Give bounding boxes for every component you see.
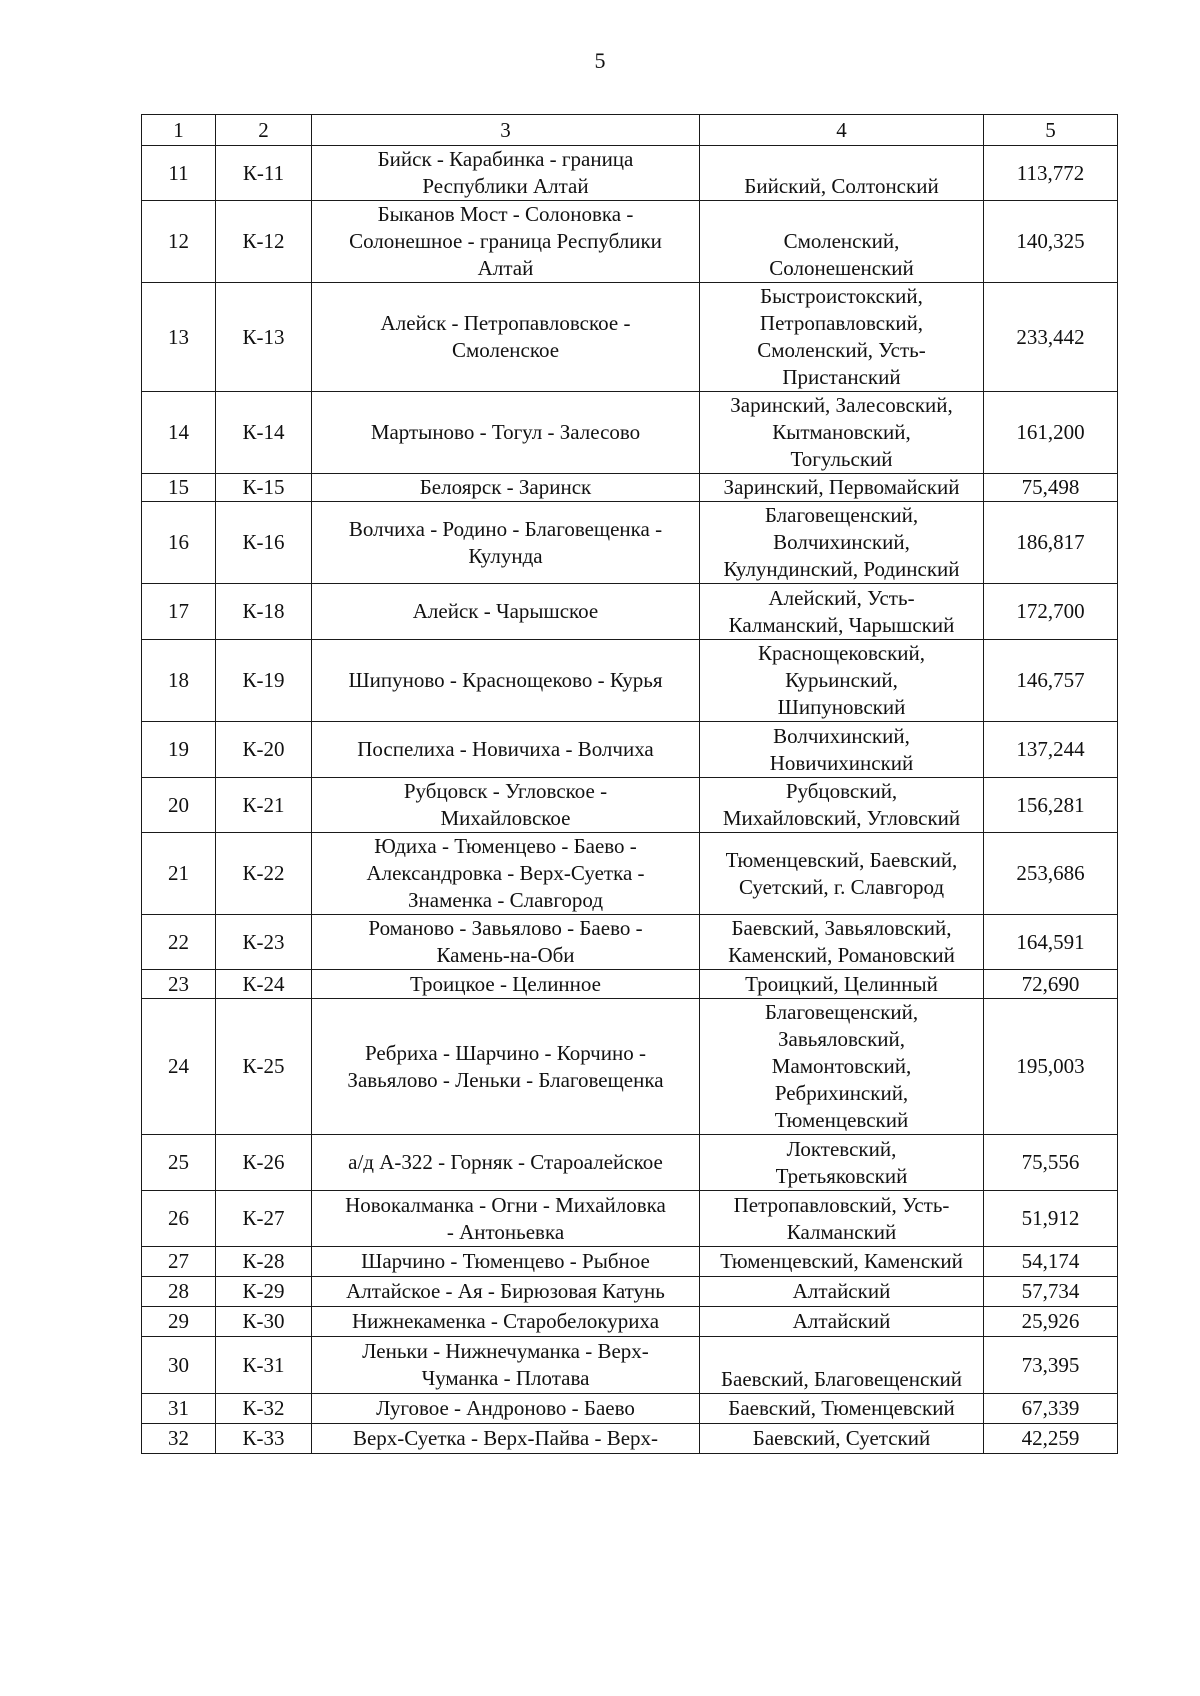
districts-cell: Благовещенский, Завьяловский, Мамонтовский, Ребрихинский, Тюменцевский <box>700 999 984 1135</box>
districts-cell: Тюменцевский, Каменский <box>700 1247 984 1277</box>
header-row <box>142 115 1118 146</box>
row-number-cell: 20 <box>142 778 216 833</box>
districts-cell: Тюменцевский, Баевский, Суетский, г. Славгород <box>700 833 984 915</box>
length-cell: 161,200 <box>984 392 1118 474</box>
districts-cell: Смоленский, Солонешенский <box>700 201 984 283</box>
route-cell: Алтайское - Ая - Бирюзовая Катунь <box>312 1277 700 1307</box>
length-cell: 137,244 <box>984 722 1118 778</box>
route-cell: Луговое - Андроново - Баево <box>312 1394 700 1424</box>
row-number-cell: 11 <box>142 146 216 201</box>
road-code-cell: К-30 <box>216 1307 312 1337</box>
length-cell: 172,700 <box>984 584 1118 640</box>
route-cell: Алейск - Чарышское <box>312 584 700 640</box>
table-row <box>142 474 1118 502</box>
table-row <box>142 1247 1118 1277</box>
table-row <box>142 584 1118 640</box>
road-code-cell: К-11 <box>216 146 312 201</box>
road-code-cell: К-24 <box>216 970 312 999</box>
table-row <box>142 502 1118 584</box>
row-number-cell: 21 <box>142 833 216 915</box>
route-cell: Мартыново - Тогул - Залесово <box>312 392 700 474</box>
table-row <box>142 778 1118 833</box>
row-number-cell: 26 <box>142 1191 216 1247</box>
road-code-cell: К-18 <box>216 584 312 640</box>
row-number-cell: 32 <box>142 1424 216 1454</box>
road-code-cell: К-22 <box>216 833 312 915</box>
row-number-cell: 31 <box>142 1394 216 1424</box>
length-cell: 42,259 <box>984 1424 1118 1454</box>
road-code-cell: К-21 <box>216 778 312 833</box>
table-row <box>142 833 1118 915</box>
districts-cell: Краснощековский, Курьинский, Шипуновский <box>700 640 984 722</box>
route-cell: Романово - Завьялово - Баево - Камень-на-Оби <box>312 915 700 970</box>
row-number-cell: 23 <box>142 970 216 999</box>
route-cell: Алейск - Петропавловское - Смоленское <box>312 283 700 392</box>
length-cell: 233,442 <box>984 283 1118 392</box>
road-code-cell: К-31 <box>216 1337 312 1394</box>
length-cell: 186,817 <box>984 502 1118 584</box>
header-cell-4: 4 <box>700 115 984 146</box>
districts-cell: Быстроистокский, Петропавловский, Смоленский, Усть- Пристанский <box>700 283 984 392</box>
districts-cell: Баевский, Тюменцевский <box>700 1394 984 1424</box>
route-cell: а/д А-322 - Горняк - Староалейское <box>312 1135 700 1191</box>
districts-cell: Волчихинский, Новичихинский <box>700 722 984 778</box>
route-cell: Волчиха - Родино - Благовещенка - Кулунда <box>312 502 700 584</box>
road-code-cell: К-19 <box>216 640 312 722</box>
districts-cell: Баевский, Суетский <box>700 1424 984 1454</box>
length-cell: 25,926 <box>984 1307 1118 1337</box>
table-row <box>142 1307 1118 1337</box>
road-code-cell: К-12 <box>216 201 312 283</box>
districts-cell: Бийский, Солтонский <box>700 146 984 201</box>
length-cell: 73,395 <box>984 1337 1118 1394</box>
route-cell: Троицкое - Целинное <box>312 970 700 999</box>
table-row <box>142 1191 1118 1247</box>
row-number-cell: 15 <box>142 474 216 502</box>
table-row <box>142 283 1118 392</box>
districts-cell: Алейский, Усть- Калманский, Чарышский <box>700 584 984 640</box>
districts-cell: Баевский, Благовещенский <box>700 1337 984 1394</box>
length-cell: 146,757 <box>984 640 1118 722</box>
districts-cell: Петропавловский, Усть- Калманский <box>700 1191 984 1247</box>
table-row <box>142 201 1118 283</box>
table-row <box>142 999 1118 1135</box>
route-cell: Верх-Суетка - Верх-Пайва - Верх- <box>312 1424 700 1454</box>
row-number-cell: 13 <box>142 283 216 392</box>
row-number-cell: 30 <box>142 1337 216 1394</box>
length-cell: 54,174 <box>984 1247 1118 1277</box>
road-code-cell: К-14 <box>216 392 312 474</box>
route-cell: Быканов Мост - Солоновка - Солонешное - граница Республики Алтай <box>312 201 700 283</box>
table-row <box>142 1337 1118 1394</box>
route-cell: Нижнекаменка - Старобелокуриха <box>312 1307 700 1337</box>
length-cell: 140,325 <box>984 201 1118 283</box>
row-number-cell: 14 <box>142 392 216 474</box>
table-body <box>142 115 1118 1454</box>
length-cell: 195,003 <box>984 999 1118 1135</box>
districts-cell: Рубцовский, Михайловский, Угловский <box>700 778 984 833</box>
districts-cell: Алтайский <box>700 1307 984 1337</box>
route-cell: Ребриха - Шарчино - Корчино - Завьялово - Леньки - Благовещенка <box>312 999 700 1135</box>
row-number-cell: 17 <box>142 584 216 640</box>
road-code-cell: К-27 <box>216 1191 312 1247</box>
length-cell: 75,556 <box>984 1135 1118 1191</box>
header-cell-1: 1 <box>142 115 216 146</box>
row-number-cell: 27 <box>142 1247 216 1277</box>
table-row <box>142 1277 1118 1307</box>
row-number-cell: 16 <box>142 502 216 584</box>
route-cell: Леньки - Нижнечуманка - Верх- Чуманка - Плотава <box>312 1337 700 1394</box>
length-cell: 72,690 <box>984 970 1118 999</box>
route-cell: Рубцовск - Угловское - Михайловское <box>312 778 700 833</box>
road-code-cell: К-16 <box>216 502 312 584</box>
row-number-cell: 28 <box>142 1277 216 1307</box>
table-row <box>142 915 1118 970</box>
row-number-cell: 19 <box>142 722 216 778</box>
table-row <box>142 1424 1118 1454</box>
road-code-cell: К-13 <box>216 283 312 392</box>
header-cell-5: 5 <box>984 115 1118 146</box>
length-cell: 113,772 <box>984 146 1118 201</box>
road-code-cell: К-28 <box>216 1247 312 1277</box>
roads-table <box>141 114 1118 1454</box>
districts-cell: Алтайский <box>700 1277 984 1307</box>
header-cell-2: 2 <box>216 115 312 146</box>
route-cell: Белоярск - Заринск <box>312 474 700 502</box>
table-row <box>142 392 1118 474</box>
page-number: 5 <box>594 48 606 73</box>
road-code-cell: К-15 <box>216 474 312 502</box>
length-cell: 51,912 <box>984 1191 1118 1247</box>
length-cell: 67,339 <box>984 1394 1118 1424</box>
row-number-cell: 12 <box>142 201 216 283</box>
row-number-cell: 25 <box>142 1135 216 1191</box>
road-code-cell: К-33 <box>216 1424 312 1454</box>
table-row <box>142 1135 1118 1191</box>
road-code-cell: К-26 <box>216 1135 312 1191</box>
road-code-cell: К-25 <box>216 999 312 1135</box>
route-cell: Бийск - Карабинка - граница Республики Алтай <box>312 146 700 201</box>
route-cell: Шипуново - Краснощеково - Курья <box>312 640 700 722</box>
districts-cell: Баевский, Завьяловский, Каменский, Романовский <box>700 915 984 970</box>
road-code-cell: К-29 <box>216 1277 312 1307</box>
table-row <box>142 640 1118 722</box>
length-cell: 164,591 <box>984 915 1118 970</box>
table-row <box>142 722 1118 778</box>
route-cell: Поспелиха - Новичиха - Волчиха <box>312 722 700 778</box>
road-code-cell: К-23 <box>216 915 312 970</box>
length-cell: 57,734 <box>984 1277 1118 1307</box>
table-row <box>142 146 1118 201</box>
table-row <box>142 1394 1118 1424</box>
row-number-cell: 29 <box>142 1307 216 1337</box>
districts-cell: Заринский, Первомайский <box>700 474 984 502</box>
districts-cell: Заринский, Залесовский, Кытмановский, Тогульский <box>700 392 984 474</box>
length-cell: 156,281 <box>984 778 1118 833</box>
road-code-cell: К-20 <box>216 722 312 778</box>
route-cell: Шарчино - Тюменцево - Рыбное <box>312 1247 700 1277</box>
header-cell-3: 3 <box>312 115 700 146</box>
table-row <box>142 970 1118 999</box>
districts-cell: Локтевский, Третьяковский <box>700 1135 984 1191</box>
length-cell: 75,498 <box>984 474 1118 502</box>
length-cell: 253,686 <box>984 833 1118 915</box>
route-cell: Новокалманка - Огни - Михайловка - Антоньевка <box>312 1191 700 1247</box>
row-number-cell: 18 <box>142 640 216 722</box>
row-number-cell: 24 <box>142 999 216 1135</box>
road-code-cell: К-32 <box>216 1394 312 1424</box>
row-number-cell: 22 <box>142 915 216 970</box>
districts-cell: Троицкий, Целинный <box>700 970 984 999</box>
districts-cell: Благовещенский, Волчихинский, Кулундинский, Родинский <box>700 502 984 584</box>
route-cell: Юдиха - Тюменцево - Баево - Александровка - Верх-Суетка - Знаменка - Славгород <box>312 833 700 915</box>
